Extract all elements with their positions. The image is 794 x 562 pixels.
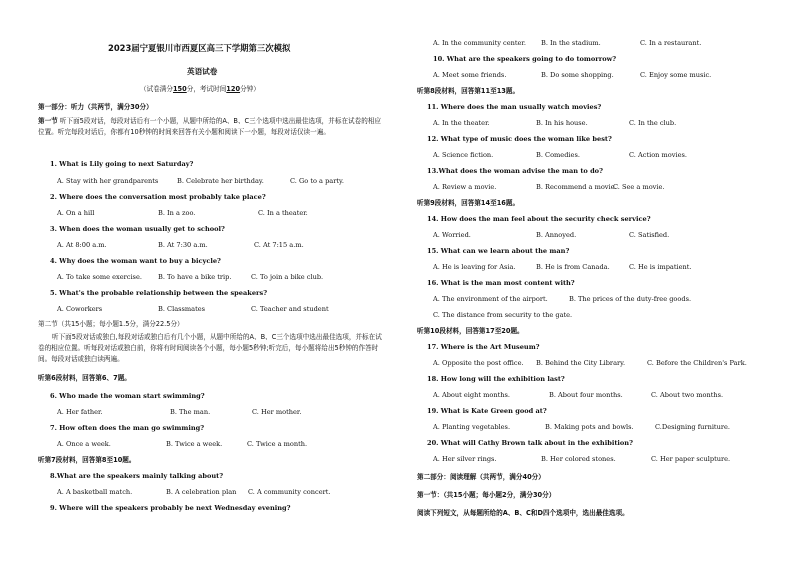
q9-option-a: A. In the community center.	[433, 39, 526, 47]
q16-option-a: A. The environment of the airport.	[433, 295, 548, 303]
question-3: 3. When does the woman usually get to school?	[50, 225, 225, 233]
q4-option-c: C. To join a bike club.	[251, 273, 324, 281]
part1-sec2-instructions: 听下面5段对话或独白,每段对话或独白后有几个小题，从题中所给的A、B、C三个选项中选出最佳选项，并标在试卷的相应位置。听每段对话或独白前，你将有时间阅读各个小题，每小题5秒钟;听完后，每小题将给出5秒钟的作答时间。每段对话或独白读两遍。	[38, 333, 382, 363]
q14-option-a: A. Worried.	[433, 231, 471, 239]
question-13: 13.What does the woman advise the man to do?	[427, 167, 603, 175]
material-6-heading: 听第6段材料，回答第6、7题。	[38, 374, 131, 382]
q5-option-a: A. Coworkers	[57, 305, 103, 313]
q16-option-b: B. The prices of the duty-free goods.	[569, 295, 692, 303]
q19-option-c: C.Designing furniture.	[655, 423, 730, 431]
q19-option-b: B. Making pots and bowls.	[545, 423, 634, 431]
q6-option-b: B. The man.	[170, 408, 211, 416]
question-2: 2. Where does the conversation most probably take place?	[50, 193, 266, 201]
q8-option-c: C. A community concert.	[248, 488, 331, 496]
q12-option-b: B. Comedies.	[536, 151, 580, 159]
question-18: 18. How long will the exhibition last?	[427, 375, 565, 383]
part2-instructions: 阅读下列短文，从每题所给的A、B、C和D四个选项中，选出最佳选项。	[417, 509, 629, 517]
q12-option-a: A. Science fiction.	[433, 151, 494, 159]
question-19: 19. What is Kate Green good at?	[427, 407, 547, 415]
q6-option-c: C. Her mother.	[252, 408, 302, 416]
q2-option-a: A. On a hill	[57, 209, 95, 217]
q8-option-a: A. A basketball match.	[57, 488, 133, 496]
q14-option-c: C. Satisfied.	[629, 231, 670, 239]
q19-option-a: A. Planting vegetables.	[433, 423, 511, 431]
material-7-heading: 听第7段材料，回答第8至10题。	[38, 456, 136, 464]
q3-option-a: A. At 8:00 a.m.	[57, 241, 107, 249]
q3-option-c: C. At 7:15 a.m.	[254, 241, 304, 249]
q17-option-a: A. Opposite the post office.	[433, 359, 524, 367]
q11-option-a: A. In the theater.	[433, 119, 490, 127]
q8-option-b: B. A celebration plan	[166, 488, 237, 496]
part1-sec2-heading: 第二节（共15小题；每小题1.5分，满分22.5分）	[38, 320, 184, 328]
q4-option-a: A. To take some exercise.	[57, 273, 142, 281]
question-16: 16. What is the man most content with?	[427, 279, 575, 287]
part2-heading: 第二部分：阅读理解（共两节，满分40分）	[417, 473, 545, 481]
q18-option-b: B. About four months.	[549, 391, 623, 399]
q9-option-b: B. In the stadium.	[541, 39, 601, 47]
q13-option-b: B. Recommend a movie.	[536, 183, 617, 191]
q10-option-a: A. Meet some friends.	[433, 71, 507, 79]
q1-option-a: A. Stay with her grandparents	[57, 177, 159, 185]
q20-option-c: C. Her paper sculpture.	[651, 455, 731, 463]
q17-option-b: B. Behind the City Library.	[536, 359, 626, 367]
question-6: 6. Who made the woman start swimming?	[50, 392, 205, 400]
q4-option-b: B. To have a bike trip.	[158, 273, 232, 281]
q7-option-a: A. Once a week.	[57, 440, 111, 448]
q2-option-b: B. In a zoo.	[158, 209, 196, 217]
page-title: 2023届宁夏银川市西夏区高三下学期第三次模拟	[108, 43, 291, 53]
q15-option-b: B. He is from Canada.	[536, 263, 610, 271]
part2-sec1-heading: 第一节：（共15小题；每小题2分，满分30分）	[417, 491, 556, 499]
question-11: 11. Where does the man usually watch movies?	[427, 103, 602, 111]
q13-option-c: C. See a movie.	[613, 183, 665, 191]
material-10-heading: 听第10段材料，回答第17至20题。	[417, 327, 524, 335]
q9-option-c: C. In a restaurant.	[640, 39, 702, 47]
q1-option-c: C. Go to a party.	[290, 177, 344, 185]
question-5: 5. What's the probable relationship between the speakers?	[50, 289, 268, 297]
q20-option-a: A. Her silver rings.	[433, 455, 497, 463]
q7-option-c: C. Twice a month.	[247, 440, 308, 448]
q12-option-c: C. Action movies.	[629, 151, 687, 159]
question-1: 1. What is Lily going to next Saturday?	[50, 160, 194, 168]
q15-option-c: C. He is impatient.	[629, 263, 692, 271]
q18-option-a: A. About eight months.	[433, 391, 510, 399]
question-7: 7. How often does the man go swimming?	[50, 424, 205, 432]
q7-option-b: B. Twice a week.	[166, 440, 223, 448]
q5-option-c: C. Teacher and student	[251, 305, 329, 313]
q11-option-b: B. In his house.	[536, 119, 588, 127]
material-9-heading: 听第9段材料，回答第14至16题。	[417, 199, 520, 207]
q6-option-a: A. Her father.	[57, 408, 103, 416]
question-17: 17. Where is the Art Museum?	[427, 343, 540, 351]
question-12: 12. What type of music does the woman like best?	[427, 135, 612, 143]
question-15: 15. What can we learn about the man?	[427, 247, 570, 255]
q13-option-a: A. Review a movie.	[433, 183, 497, 191]
q10-option-b: B. Do some shopping.	[541, 71, 614, 79]
question-4: 4. Why does the woman want to buy a bicycle?	[50, 257, 221, 265]
part1-sec1-instructions: 第一节 听下面5段对话，每段对话后有一个小题，从题中所给的A、B、C三个选项中选出最佳选项，并标在试卷的相应位置。听完每段对话后，你都有10秒钟的时间来回答有关小题和阅读下一小题，每段对话仅读一遍。	[38, 117, 382, 136]
q16-option-c: C. The distance from security to the gate.	[433, 311, 573, 319]
q5-option-b: B. Classmates	[158, 305, 206, 313]
question-20: 20. What will Cathy Brown talk about in the exhibition?	[427, 439, 633, 447]
material-8-heading: 听第8段材料，回答第11至13题。	[417, 87, 520, 95]
q20-option-b: B. Her colored stones.	[541, 455, 616, 463]
question-8: 8.What are the speakers mainly talking about?	[50, 472, 224, 480]
q18-option-c: C. About two months.	[651, 391, 724, 399]
q10-option-c: C. Enjoy some music.	[640, 71, 712, 79]
question-9: 9. Where will the speakers probably be next Wednesday evening?	[50, 504, 291, 512]
q15-option-a: A. He is leaving for Asia.	[433, 263, 516, 271]
q3-option-b: B. At 7:30 a.m.	[158, 241, 208, 249]
question-10: 10. What are the speakers going to do tomorrow?	[433, 55, 617, 63]
part1-heading: 第一部分：听力（共两节，满分30分）	[38, 103, 153, 111]
q17-option-c: C. Before the Children's Park.	[647, 359, 747, 367]
q14-option-b: B. Annoyed.	[536, 231, 577, 239]
q11-option-c: C. In the club.	[629, 119, 677, 127]
q1-option-b: B. Celebrate her birthday.	[177, 177, 264, 185]
q2-option-c: C. In a theater.	[258, 209, 308, 217]
page-subtitle: 英语试卷	[187, 67, 218, 76]
question-14: 14. How does the man feel about the security check service?	[427, 215, 651, 223]
score-note: （试卷满分150分，考试时间120分钟）	[140, 85, 260, 93]
